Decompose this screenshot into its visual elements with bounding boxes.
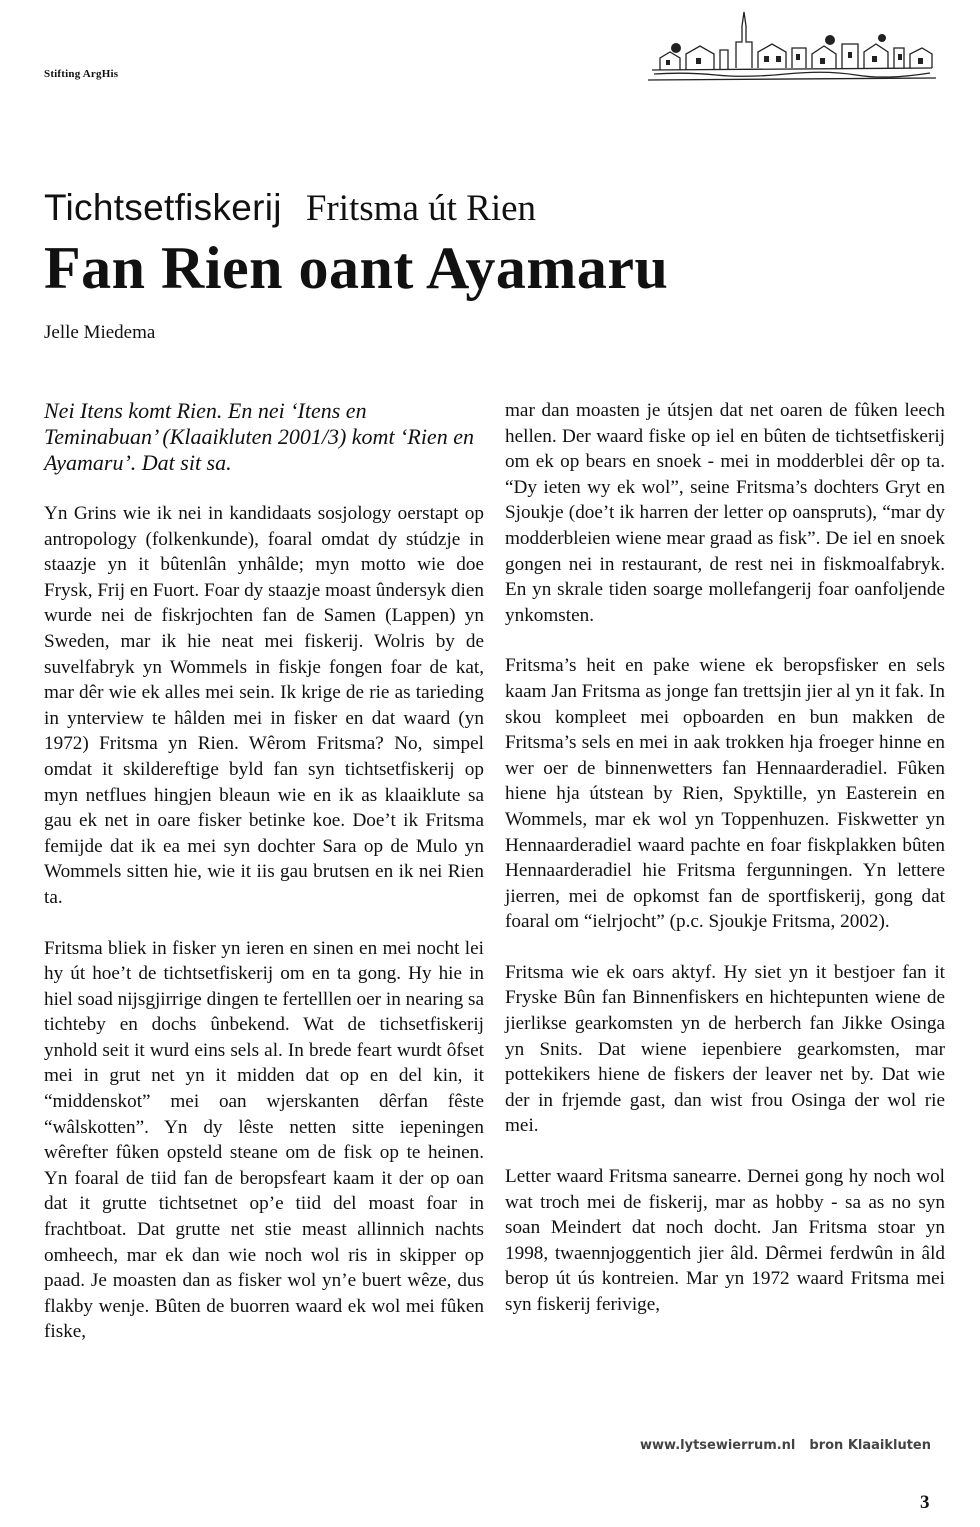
right-column (505, 398, 945, 1318)
kicker-label: Tichtsetfiskerij (44, 187, 282, 228)
article-title: Fan Rien oant Ayamaru (44, 235, 669, 301)
page-number: 3 (920, 1492, 930, 1513)
source-label: bron Klaaikluten (809, 1438, 931, 1453)
body-paragraph: Fritsma bliek in fisker yn ieren en sinen en mei nocht lei hy út hoe’t de tichtsetfiskerij om en ta gong. Hy hie in hiel soad nijsgjirrige dingen te fertelllen oer in nearing sa tichteby en dochs ûnbekend. Wat de tichsetfiskerij ynhold seit it wurd eins sels al. In brede feart wurdt ôfset mei in grut net yn it midden dat op en del kin, it “middenskot” mei oan wjerskanten dêrfan fêste “wâlskotten”. Yn dy lêste netten sitte iepeningen wêrefter fûken opsteld steane om de fisk op te heinen. Yn foaral de tiid fan de beropsfeart kaam it der op oan dat it grutte tichtsetnet op’e tiid del moast foar in frachtboat. Dat grutte net stie meast allinnich nachts omheech, mar ek dan wie noch wol ris in skipper op paad. Je moasten dan as fisker wol yn’e buert wêze, dus flakby wenje. Bûten de buorren waard ek wol mei fûken fiske, (44, 937, 484, 1343)
body-paragraph: mar dan moasten je útsjen dat net oaren de fûken leech hellen. Der waard fiske op iel en bûten de tichtsetfiskerij om ek op bears en snoek - mei in modderblei dêr op ta. “Dy ieten wy ek wol”, seine Fritsma’s dochters Gryt en Sjoukje (doe’t ik harren der letter op oanspruts), “mar dy modderbleien wiene mear graad as fisk”. De iel en snoek gongen nei in restaurant, de rest nei in fiskmoalfabryk. En yn skrale tiden soarge mollefangerij foar oanfoljende ynkomsten. (505, 400, 945, 626)
body-paragraph: Letter waard Fritsma sanearre. Dernei gong hy noch wol wat troch mei de fiskerij, mar as hobby - sa as no syn soan Meindert dat noch docht. Jan Fritsma stoar yn 1998, twaennjoggentich jier âld. Dêrmei ferdwûn in âld berop út ús kontreien. Mar yn 1972 waard Fritsma mei syn fiskerij ferivige, (505, 1166, 945, 1315)
subkicker-label: Fritsma út Rien (305, 188, 537, 229)
body-paragraph: Yn Grins wie ik nei in kandidaats sosjology oerstapt op antropology (folkenkunde), foaral omdat dy stúdzje in staazje yn it bûtenlân ynhâlde; myn motto wie doe Frysk, Frij en Fuort. Foar dy staazje moast ûndersyk dien wurde nei de fiskrjochten fan de Samen (Lappen) yn Sweden, mar ik hie neat mei fiskerij. Wolris by de suvelfabryk yn Wommels in fiskje fongen foar de kat, mar dêr wie ek alles mei sein. Ik krige de rie as tarieding in ynterview te hâlden mei in fisker en dat waard (yn 1972) Fritsma yn Rien. Wêrom Fritsma? No, simpel omdat it skildereftige byld fan syn tichtsetfiskerij op myn netflues hingjen bleaun wie en ik as klaaiklute sa gau ek net in oare fisker betinke koe. Doe’t ik Fritsma femijde dat ik ea mei syn dochter Sara op de Mulo yn Wommels sitten hie, wie it iis gau brutsen en ik nei Rien ta. (44, 503, 484, 908)
intro-paragraph: Nei Itens komt Rien. En nei ‘Itens en Teminabuan’ (Klaaikluten 2001/3) komt ‘Rien en Ayamaru’. Dat sit sa. (44, 398, 474, 475)
publisher-name: Stifting ArgHis (44, 68, 119, 80)
village-skyline-sketch-icon (646, 8, 938, 88)
body-paragraph: Fritsma’s heit en pake wiene ek beropsfisker en sels kaam Jan Fritsma as jonge fan trettsjin jier al yn it fak. In skou kompleet mei opboarden en bun makken de Fritsma’s sels en mei in aak trokken hja froeger hinne en wer oer de binnenwetters fan Hennaarderadiel. Fûken hiene hja útstean by Rien, Spyktille, yn Easterein en Wommels, mar ek wol yn Toppenhuzen. Fiskwetter yn Hennaarderadiel waard pachte en foar fiskplakken bûten Hennaarderadiel hie Fritsma fergunningen. Yn lettere jierren, mei de opkomst fan de sportfiskerij, gong dat foaral om “ielrjocht” (p.c. Sjoukje Fritsma, 2002). (505, 655, 945, 933)
left-column (44, 398, 484, 1345)
body-paragraph: Fritsma wie ek oars aktyf. Hy siet yn it bestjoer fan it Fryske Bûn fan Binnenfiskers en hichtepunten wiene de jierlikse gearkomsten yn de herberch fan Jikke Osinga yn Snits. Dat wiene iepenbiere gearkomsten, mar pottekikers hiene de fiskers der leaver net by. Dat wie der in frjemde gast, dan wist frou Osinga der wol rie mei. (505, 961, 945, 1137)
article-author: Jelle Miedema (44, 322, 156, 343)
website-link[interactable]: www.lytsewierrum.nl (640, 1438, 796, 1453)
source-credit (640, 1438, 931, 1453)
article-kicker (44, 186, 536, 231)
